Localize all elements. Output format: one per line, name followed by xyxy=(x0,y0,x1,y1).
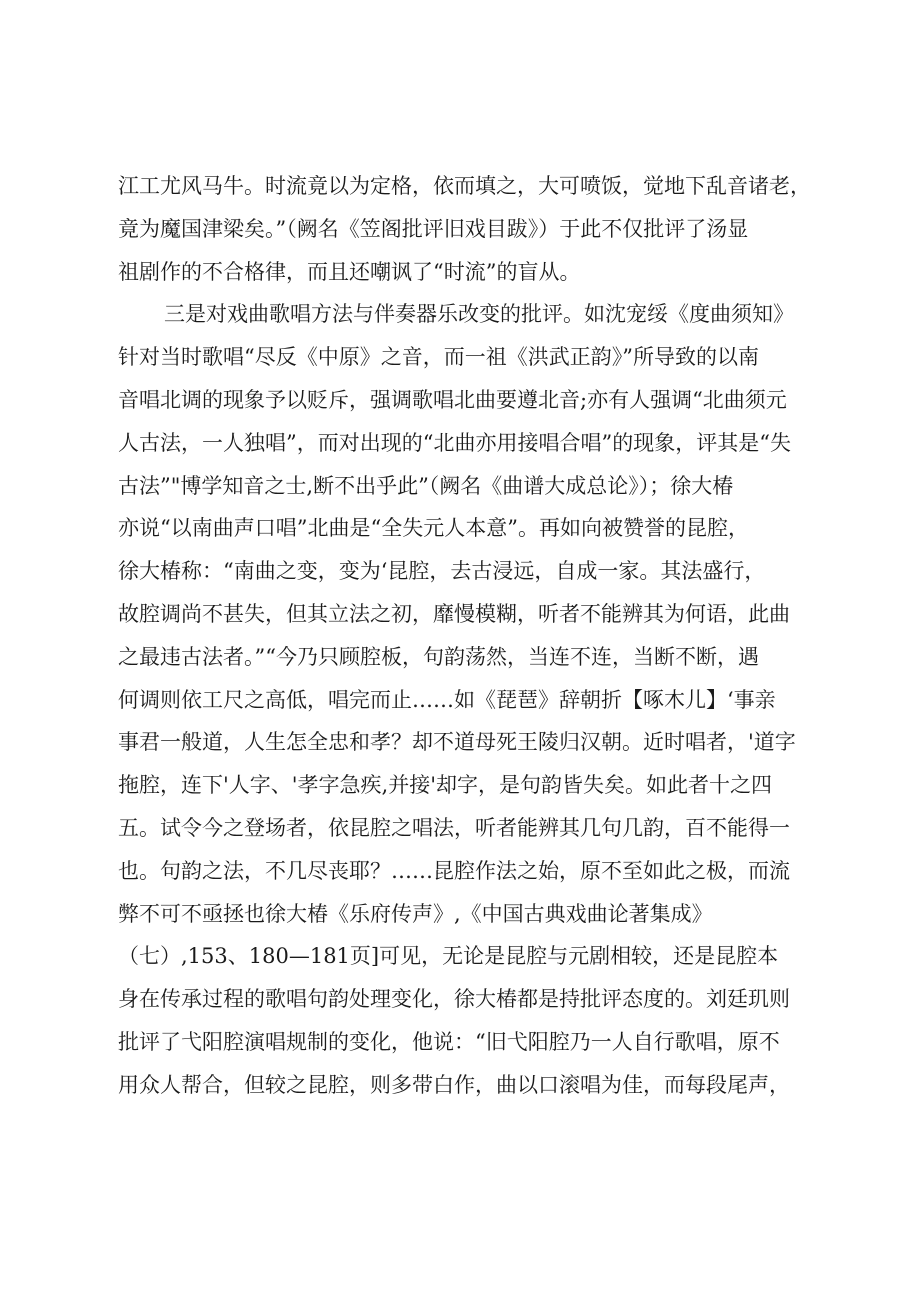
text-line: 用众人帮合，但较之昆腔，则多带白作，曲以口滚唱为佳，而每段尾声， xyxy=(118,1072,790,1097)
paragraph-start-line: 三是对戏曲歌唱方法与伴奏器乐改变的批评。如沈宠绥《度曲须知》 xyxy=(164,302,794,327)
text-line: 批评了弋阳腔演唱规制的变化，他说：“旧弋阳腔乃一人自行歌唱，原不 xyxy=(118,1029,780,1054)
text-line: 竟为魔国津梁矣。”（阙名《笠阁批评旧戏目跋》）于此不仅批评了汤显 xyxy=(118,216,749,241)
text-line: 拖腔，连下'人字、'孝字急疾,并接'却字，是句韵皆失矣。如此者十之四 xyxy=(118,773,772,798)
text-line: 音唱北调的现象予以贬斥，强调歌唱北曲要遵北音;亦有人强调“北曲须元 xyxy=(118,387,787,412)
text-line: 江工尤风马牛。时流竟以为定格，依而填之，大可喷饭，觉地下乱音诸老， xyxy=(118,174,811,198)
text-line: 祖剧作的不合格律，而且还嘲讽了“时流”的盲从。 xyxy=(118,259,581,284)
text-line: 之最违古法者。”“今乃只顾腔板，句韵荡然，当连不连，当断不断，遇 xyxy=(118,644,759,669)
text-line: 徐大椿称：“南曲之变，变为‘昆腔，去古浸远，自成一家。其法盛行， xyxy=(118,559,766,584)
text-line: 身在传承过程的歌唱句韵处理变化，徐大椿都是持批评态度的。刘廷玑则 xyxy=(118,987,790,1012)
text-line: 也。句韵之法，不几尽丧耶？……昆腔作法之始，原不至如此之极，而流 xyxy=(118,858,790,883)
text-line: 事君一般道，人生怎全忠和孝？却不道母死王陵归汉朝。近时唱者，'道字 xyxy=(118,730,796,755)
text-line: 弊不可不亟拯也徐大椿《乐府传声》,《中国古典戏曲论著集成》 xyxy=(118,901,713,926)
text-line: 五。试令今之登场者，依昆腔之唱法，听者能辨其几句几韵，百不能得一 xyxy=(118,815,790,840)
text-line: 古法”"博学知音之士,断不出乎此”（阙名《曲谱大成总论》）；徐大椿 xyxy=(118,473,734,498)
text-line: 何调则依工尺之高低，唱完而止……如《琵琶》辞朝折【啄木儿】‘事亲 xyxy=(118,687,776,712)
body-text xyxy=(118,165,818,1107)
text-line: 故腔调尚不甚失，但其立法之初，靡慢模糊，听者不能辨其为何语，此曲 xyxy=(118,601,790,626)
text-line: 人古法，一人独唱”，而对出现的“北曲亦用接唱合唱”的现象，评其是“失 xyxy=(118,430,791,455)
text-line: 针对当时歌唱“尽反《中原》之音，而一祖《洪武正韵》”所导致的以南 xyxy=(118,345,759,370)
text-line: 亦说“以南曲声口唱”北曲是“全失元人本意”。再如向被赞誉的昆腔， xyxy=(118,516,749,541)
text-line: （七）,153、180—181页]可见，无论是昆腔与元剧相较，还是昆腔本 xyxy=(118,944,779,969)
